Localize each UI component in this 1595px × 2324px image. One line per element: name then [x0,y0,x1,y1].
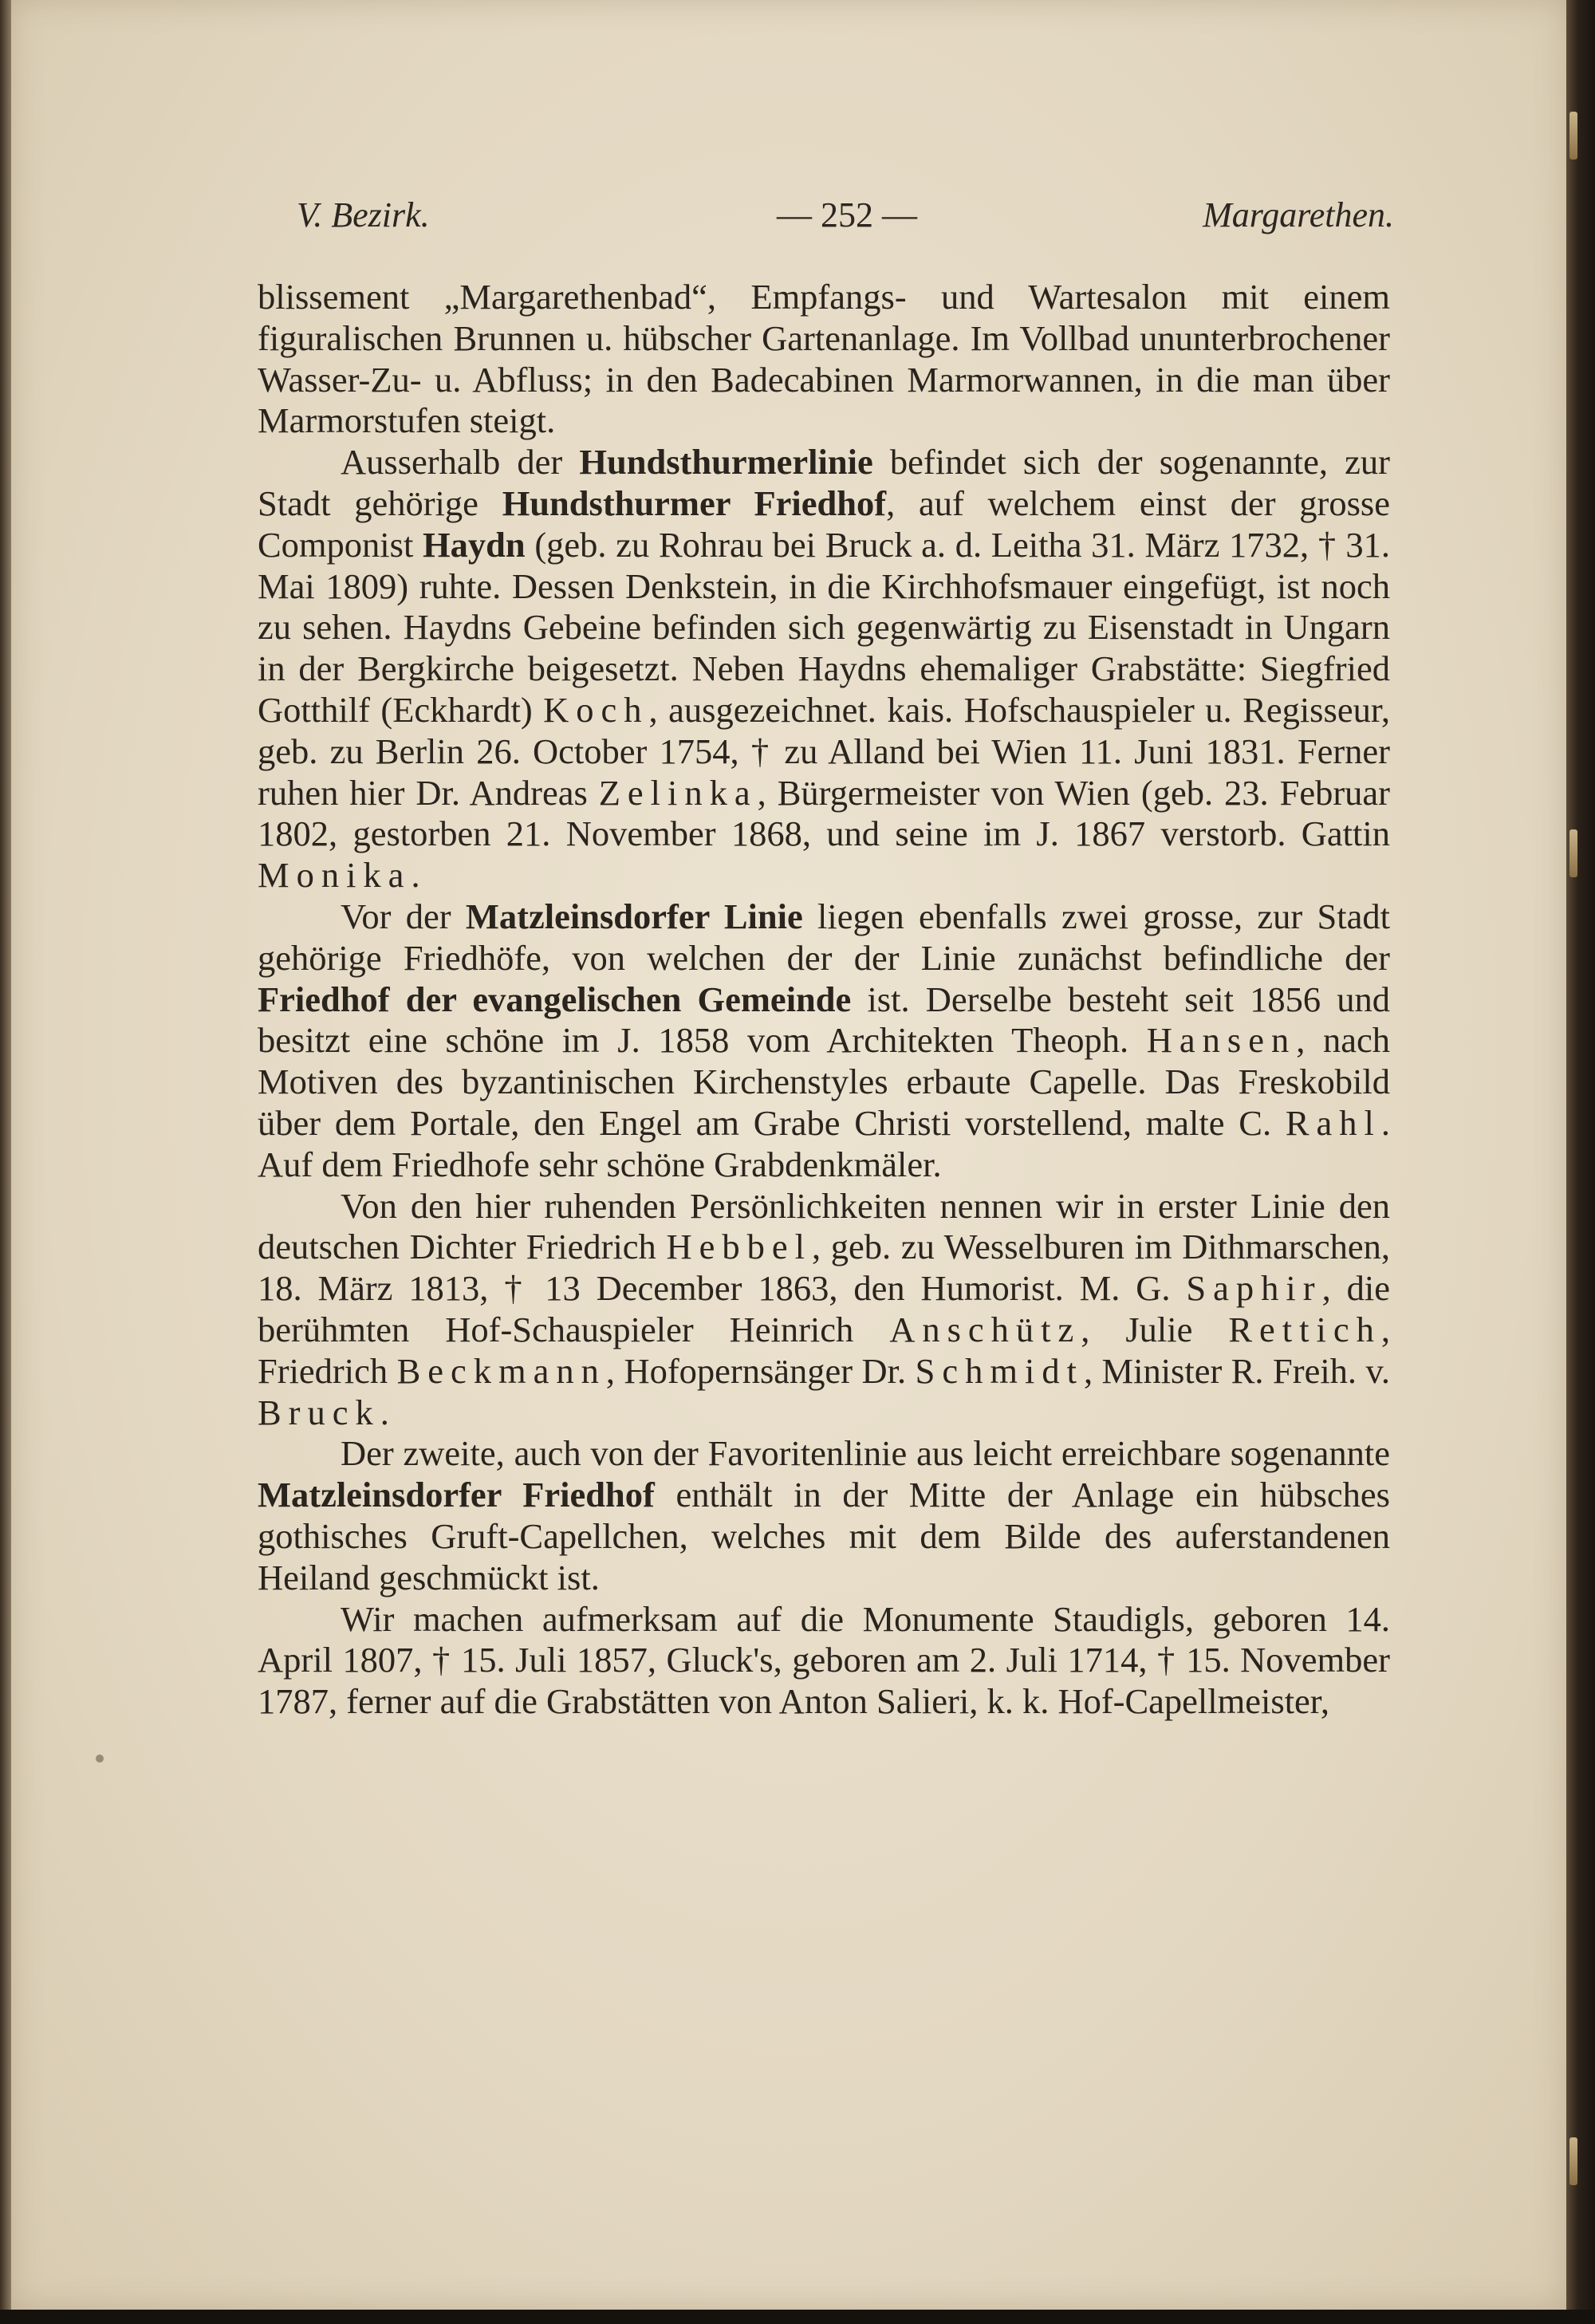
spaced-name: Zelinka [598,772,758,813]
text-run: Ausserhalb der [341,442,580,483]
text-run: . [411,855,420,896]
paragraph [258,1186,1390,1434]
bold-term: Hundsthurmerlinie [579,442,873,483]
book-bottom-edge [0,2310,1595,2324]
running-header [297,195,1394,242]
paragraph [258,896,1390,1186]
spaced-name: Rettich [1228,1309,1381,1349]
text-run: , Friedrich [258,1309,1391,1391]
bold-term: Matzleinsdorfer Friedhof [258,1475,655,1515]
spaced-name: Anschütz [889,1309,1081,1349]
text-run: , auf welchem einst der grosse Componist [258,483,1390,565]
text-run: , Hofopernsänger Dr. [605,1350,916,1391]
text-run: liegen ebenfalls zwei grosse, zur Stadt gehörige Friedhöfe, von welchen der der Linie zunächst befindliche der [258,896,1390,978]
bold-term: Friedhof der evangelischen Gemeinde [258,979,852,1019]
text-run: ist. Derselbe besteht seit 1856 und besitzt eine schöne im J. 1858 vom Architekten Theoph. [258,979,1391,1061]
paragraph [258,442,1390,896]
bold-term: Hundsthurmer Friedhof [502,483,887,523]
page-speck [96,1755,104,1763]
text-run: . [380,1392,389,1432]
text-run: blissement „Margarethenbad“, Empfangs- und Wartesalon mit einem figuralischen Brunnen u. hübscher Gartenanlage. Im Vollbad ununterbrochener Wasser-Zu- u. Abfluss; in den Badecabinen Marmorwannen, in die man über Marmorstufen steigt. [258,277,1390,441]
paragraph [258,1599,1390,1723]
text-run: (geb. zu Rohrau bei Bruck a. d. Leitha 31. März 1732, † 31. Mai 1809) ruhte. Dessen Denkstein, in die Kirchhofsmauer eingefügt, ist noch zu sehen. Haydns Gebeine befinden sich gegenwärtig zu Eisenstadt in Ungarn in der Bergkirche beigesetzt. Neben Haydns ehemaliger Grabstätte: Siegfried Gotthilf (Eckhardt) [258,524,1390,730]
header-section: Margarethen. [1203,195,1394,234]
text-run: Wir machen aufmerksam auf die Monumente Staudigls, geboren 14. April 1807, † 15. Juli 1857, Gluck's, geboren am 2. Juli 1714, † 15. November 1787, ferner auf die Grabstätten von Anton Salieri, k. k. Hof-Capellmeister, [258,1598,1390,1722]
bold-term: Haydn [423,524,526,565]
text-run: befindet sich der sogenannte, zur Stadt gehörige [258,442,1390,523]
binding-clip-top [1569,112,1577,160]
text-run: , geb. zu Wesselburen im Dithmarschen, 18. März 1813, † 13 December 1863, den Humorist. M. G. [258,1227,1390,1309]
spaced-name: Hansen [1146,1020,1297,1061]
page-number: — 252 — [777,195,917,234]
spaced-name: Koch [543,689,649,730]
spaced-name: Rahl [1285,1102,1381,1143]
paragraph [258,1433,1390,1598]
text-run: enthält in der Mitte der Anlage ein hübsches gothisches Gruft-Capellchen, welches mit dem Bilde des auferstandenen Heiland geschmückt ist. [258,1475,1390,1597]
text-run: . Auf dem Friedhofe sehr schöne Grabdenkmäler. [258,1102,1390,1184]
header-district: V. Bezirk. [297,195,430,234]
spaced-name: Saphir [1186,1268,1322,1309]
spaced-name: Bruck [258,1392,380,1432]
text-run: Der zweite, auch von der Favoritenlinie aus leicht erreichbare sogenannte [341,1433,1390,1474]
text-run: , Julie [1081,1309,1229,1349]
spaced-name: Monika [258,855,412,896]
text-run: , die berühmten Hof-Schauspieler Heinrich [258,1268,1390,1349]
text-run: , nach Motiven des byzantinischen Kirchenstyles erbaute Capelle. Das Freskobild über dem Portale, den Engel am Grabe Christi vorstellend, malte C. [258,1020,1390,1143]
book-spine-edge [1566,0,1595,2324]
paragraph [258,277,1390,442]
body-text [258,277,1390,1723]
binding-clip-middle [1569,829,1577,877]
binding-clip-bottom [1569,2137,1577,2185]
bold-term: Matzleinsdorfer Linie [465,896,803,936]
spaced-name: Schmidt [915,1350,1084,1391]
text-run: Von den hier ruhenden Persönlichkeiten nennen wir in erster Linie den deutschen Dichter Friedrich [258,1185,1390,1267]
spaced-name: Hebbel [666,1227,812,1267]
book-left-edge [0,0,11,2324]
text-run: Vor der [341,896,466,936]
text-run: , Bürgermeister von Wien (geb. 23. Februar 1802, gestorben 21. November 1868, und seine im J. 1867 verstorb. Gattin [258,772,1390,854]
text-run: , ausgezeichnet. kais. Hofschauspieler u. Regisseur, geb. zu Berlin 26. October 1754, † zu Alland bei Wien 11. Juni 1831. Ferner ruhen hier Dr. Andreas [258,689,1390,813]
text-run: , Minister R. Freih. v. [1083,1350,1390,1391]
spaced-name: Beckmann [396,1350,606,1391]
